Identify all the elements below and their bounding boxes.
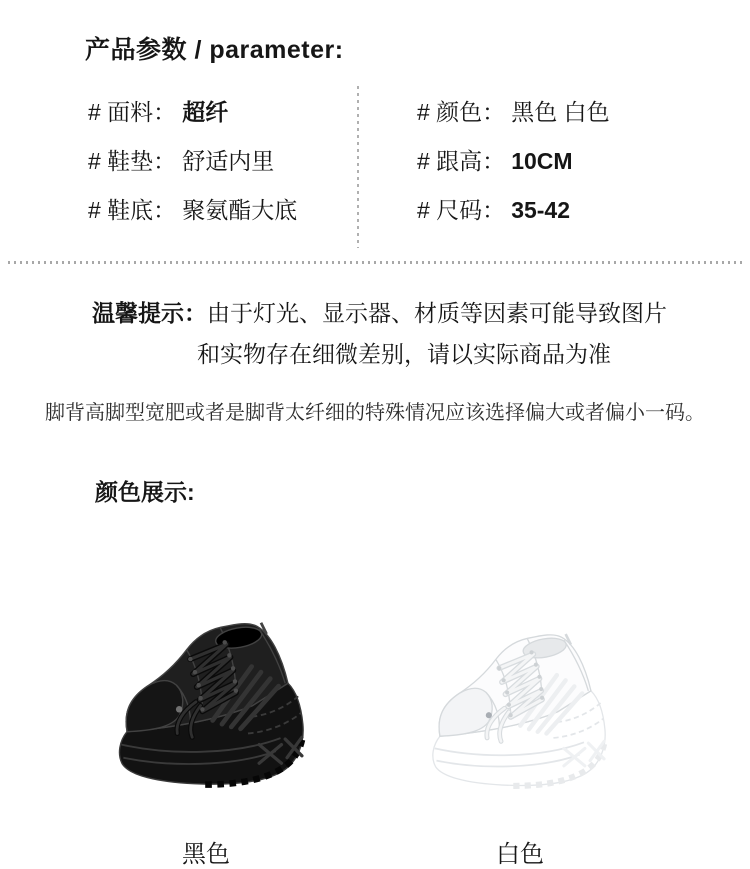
param-value: 聚氨酯大底 [182, 197, 298, 223]
warm-notice-line2: 和实物存在细微差别，请以实际商品为准 [197, 341, 611, 367]
param-label: # 鞋垫： [88, 148, 177, 174]
param-row-heel-height [417, 143, 610, 173]
warm-notice-label: 温馨提示： [92, 300, 207, 326]
warm-notice-line1 [92, 293, 667, 334]
param-label: # 面料： [88, 99, 177, 125]
parameter-column-left [88, 94, 297, 241]
param-row-outsole [88, 192, 297, 222]
param-value: 10CM [511, 148, 573, 174]
black-color-label: 黑色 [182, 841, 230, 868]
white-shoe-image [426, 619, 618, 794]
column-divider [357, 86, 359, 248]
param-value: 超纤 [182, 99, 229, 125]
param-label: # 尺码： [417, 197, 506, 223]
param-value: 舒适内里 [182, 148, 275, 174]
param-row-fabric [88, 94, 297, 124]
parameter-column-right [417, 94, 610, 241]
param-label: # 颜色： [417, 99, 506, 125]
param-row-color [417, 94, 610, 124]
black-shoe-image [112, 607, 317, 793]
param-value: 35-42 [511, 197, 571, 223]
page-title: 产品参数 / parameter: [85, 36, 344, 64]
param-value: 黑色 白色 [511, 99, 610, 125]
param-label: # 跟高： [417, 148, 506, 174]
param-label: # 鞋底： [88, 197, 177, 223]
color-display-title: 颜色展示: [95, 479, 195, 505]
param-row-insole [88, 143, 297, 173]
white-color-label: 白色 [496, 841, 544, 868]
size-advice-note: 脚背高脚型宽肥或者是脚背太纤细的特殊情况应该选择偏大或者偏小一码。 [45, 402, 705, 424]
param-row-size-range [417, 192, 610, 222]
warm-notice [92, 293, 667, 375]
warm-notice-text: 由于灯光、显示器、材质等因素可能导致图片 [207, 300, 667, 326]
section-divider [8, 261, 742, 264]
